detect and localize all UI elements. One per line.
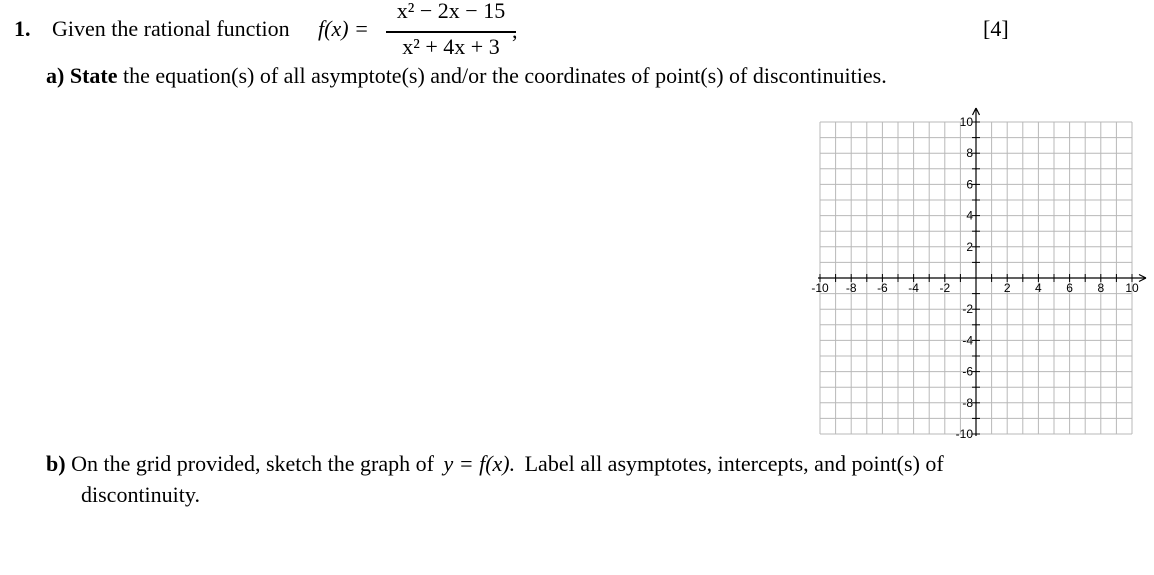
marks-badge: [4]	[983, 16, 1009, 41]
y-tick-label: 10	[959, 115, 973, 129]
y-tick-label: -10	[955, 427, 973, 441]
part-a	[46, 63, 887, 89]
x-tick-label: -2	[939, 281, 951, 295]
y-tick-label: -4	[962, 333, 973, 348]
part-b-line1-pre: On the grid provided, sketch the graph of	[71, 451, 434, 476]
x-tick-label: 10	[1125, 281, 1139, 295]
x-tick-label: 4	[1035, 281, 1042, 295]
function-fraction	[386, 0, 516, 62]
y-tick-label: 4	[966, 208, 973, 223]
fraction-denominator: x² + 4x + 3	[402, 34, 500, 59]
x-tick-label: -10	[811, 281, 829, 295]
question-intro: Given the rational function	[52, 16, 290, 41]
question-number: 1.	[14, 16, 31, 41]
part-b-line2: discontinuity.	[81, 482, 200, 507]
function-lhs: f(x) =	[318, 16, 369, 41]
x-tick-label: -4	[908, 281, 919, 295]
coordinate-grid	[800, 100, 1154, 445]
y-tick-label: 8	[966, 146, 973, 161]
function-comma: ,	[512, 18, 518, 43]
x-tick-label: -6	[877, 281, 888, 295]
y-tick-label: 2	[966, 239, 973, 254]
part-b-equation: y = f(x).	[443, 451, 516, 476]
y-tick-label: -2	[962, 302, 973, 317]
part-a-bold-lead: State	[69, 63, 118, 88]
y-tick-label: -8	[962, 395, 973, 410]
part-a-label: a)	[46, 63, 65, 88]
y-tick-label: 6	[966, 177, 973, 192]
fraction-numerator: x² − 2x − 15	[396, 0, 506, 23]
y-tick-label: -6	[962, 364, 973, 379]
part-a-text: the equation(s) of all asymptote(s) and/or the coordinates of point(s) of discontinuities.	[122, 63, 887, 88]
x-tick-label: -8	[845, 281, 857, 295]
x-tick-label: 8	[1097, 281, 1105, 295]
x-tick-label: 2	[1003, 281, 1011, 295]
part-b	[46, 451, 944, 477]
part-b-label: b)	[46, 451, 66, 476]
x-tick-label: 6	[1066, 281, 1073, 295]
fraction-bar	[386, 31, 516, 33]
part-b-line1-post: Label all asymptotes, intercepts, and point(s) of	[524, 451, 944, 476]
